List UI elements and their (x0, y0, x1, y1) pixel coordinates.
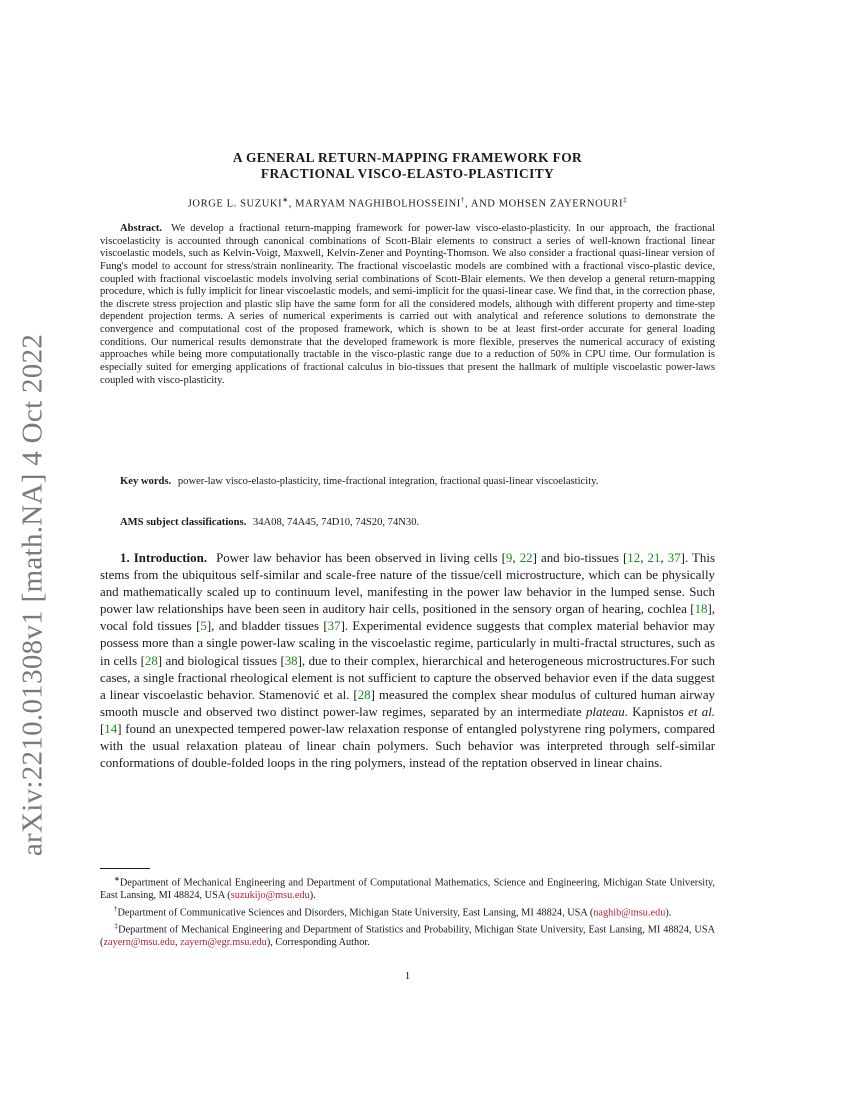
author-separator: , AND (465, 198, 499, 210)
emphasis-text: et al. (688, 704, 715, 719)
footnote-text: Department of Mechanical Engineering and Department of Computational Mathematics, Science and Engineering, Michigan State University, East Lansing, MI 48824, USA ( (100, 877, 715, 902)
intro-text: . Kapnistos (624, 704, 689, 719)
citation-link[interactable]: 28 (357, 687, 371, 702)
footnote-3 (100, 920, 715, 950)
citation-link[interactable]: 22 (519, 551, 533, 565)
citation-link[interactable]: 5 (200, 619, 207, 634)
footnote-text: , (174, 936, 181, 948)
intro-text: ]. This stems from the ubiquitous self-similar and scale-free nature of the tissue/cell microstructure, which can be physically and mathematically scaled up to continuum level, manifesting in the power law behavior in the lumped sense. Such power law relationships have been seen in auditory hair cells, positioned in the sensory organ of hearing, cochlea [ (100, 551, 715, 617)
footnote-1 (100, 873, 715, 903)
citation-link[interactable]: 9 (505, 551, 513, 565)
author-2-mark: † (460, 196, 466, 204)
footnote-text: Department of Communicative Sciences and Disorders, Michigan State University, East Lansing, MI 48824, USA ( (117, 907, 594, 919)
footnote-text: ). (309, 890, 316, 902)
author-separator: , (288, 198, 296, 210)
author-2: MARYAM NAGHIBOLHOSSEINI (295, 198, 461, 210)
emphasis-text: plateau (585, 704, 625, 719)
page-number: 1 (404, 970, 411, 982)
author-3-mark: ‡ (623, 196, 628, 204)
ams-text: 34A08, 74A45, 74D10, 74S20, 74N30. (252, 517, 420, 528)
footnote-divider (100, 868, 150, 869)
citation-link[interactable]: 38 (284, 653, 298, 668)
footnote-mark: ‡ (114, 921, 119, 930)
footnote-text: Department of Mechanical Engineering and Department of Statistics and Probability, Michigan State University, East Lansing, MI 48824, USA ( (100, 924, 715, 948)
title-line-2: FRACTIONAL VISCO-ELASTO-PLASTICITY (260, 166, 555, 181)
arxiv-identifier-stamp: arXiv:2210.01308v1 [math.NA] 4 Oct 2022 (16, 333, 49, 857)
intro-text: ] and biological tissues [ (157, 653, 285, 668)
keywords-label: Key words. (120, 476, 172, 487)
abstract (100, 223, 715, 387)
paper-title (100, 150, 715, 182)
footnote-2 (100, 903, 715, 920)
intro-text: ] and bio-tissues [ (532, 551, 628, 565)
author-1: JORGE L. SUZUKI (187, 198, 283, 210)
ams-classifications (120, 517, 419, 528)
footnote-mark: † (114, 904, 118, 913)
footnote-text: ). (665, 907, 672, 919)
intro-text: ] found an unexpected tempered power-law relaxation response of entangled polystyrene ring polymers, compared with the usual relaxation plateau of linear chain polymers. Such behavior was interpreted through self-similar conformations of double-folded loops in the ring polymers, instead of the reptation observed in linear chains. (100, 721, 715, 771)
citation-link[interactable]: 21 (647, 551, 661, 565)
abstract-label: Abstract. (120, 223, 163, 234)
footnotes (100, 873, 715, 949)
title-line-1: A GENERAL RETURN-MAPPING FRAMEWORK FOR (232, 150, 583, 165)
intro-text: ], vocal fold tissues [ (100, 602, 715, 634)
citation-link[interactable]: 37 (667, 551, 681, 565)
section-heading: 1. Introduction. (120, 551, 207, 565)
intro-text: , (640, 551, 648, 565)
abstract-text: We develop a fractional return-mapping framework for power-law visco-elasto-plasticity. In our approach, the fractional viscoelasticity is accounted through canonical combinations of Scott-Blair elements to construct a series of well-known fractional linear viscoelastic models, such as Kelvin-Voigt, Maxwell, Kelvin-Zener and Poynting-Thomson. We also consider a fractional quasi-linear version of Fung's model to account for stress/strain nonlinearity. The fractional viscoelastic models are combined with a fractional visco-plastic device, coupled with fractional viscoelastic models involving serial combinations of Scott-Blair elements. We then develop a general return-mapping procedure, which is fully implicit for linear viscoelastic models, and semi-implicit for the quasi-linear case. We find that, in the correction phase, the discrete stress projection and plastic slip have the same form for all the considered models, although with different property and time-step dependent projection terms. A series of numerical experiments is carried out with analytical and reference solutions to demonstrate the convergence and computational cost of the proposed framework, which is shown to be at least first-order accurate for general loading conditions. Our numerical results demonstrate that the developed framework is more flexible, preserves the numerical accuracy of existing approaches while being more computationally tractable in the visco-plastic range due to a reduction of 50% in CPU time. Our formulation is especially suited for emerging applications of fractional calculus in bio-tissues that present the hallmark of multiple viscoelastic power-laws coupled with visco-plasticity. (100, 223, 715, 386)
email-link[interactable]: zayern@egr.msu.edu (180, 936, 267, 948)
citation-link[interactable]: 14 (104, 721, 118, 736)
ams-label: AMS subject classifications. (120, 517, 247, 528)
intro-text: ]. Experimental evidence suggests that complex material behavior may possess more than a single power-law scaling in the viscoelastic regime, particularly in multi-fractal structures, such as in cells [ (100, 619, 715, 668)
email-link[interactable]: naghib@msu.edu (593, 907, 666, 919)
author-3: MOHSEN ZAYERNOURI (498, 198, 624, 210)
email-link[interactable]: suzukijo@msu.edu (230, 890, 310, 902)
intro-text: ], and bladder tissues [ (206, 619, 328, 634)
footnote-mark: ∗ (114, 875, 120, 883)
author-1-mark: ∗ (282, 196, 289, 204)
email-link[interactable]: zayern@msu.edu (103, 936, 175, 948)
footnote-text: ), Corresponding Author. (266, 936, 370, 948)
intro-text: [ (100, 721, 105, 736)
citation-link[interactable]: 37 (327, 619, 341, 634)
intro-text: , (660, 551, 668, 565)
intro-text: , (512, 551, 520, 565)
keywords-text: power-law visco-elasto-plasticity, time-fractional integration, fractional quasi-linear viscoelasticity. (177, 476, 599, 487)
intro-text: ] measured the complex shear modulus of cultured human airway smooth muscle and observed two distinct power-law regimes, separated by an intermediate (100, 687, 715, 719)
introduction-section (100, 550, 715, 772)
citation-link[interactable]: 28 (144, 653, 158, 668)
intro-text: ], due to their complex, hierarchical and heterogeneous microstructures.For such cases, a single fractional rheological element is not sufficient to capture the observed behavior even if the data suggest a linear viscoelastic behavior. Stamenović et al. [ (100, 653, 715, 702)
citation-link[interactable]: 18 (694, 602, 708, 617)
author-list (100, 196, 715, 210)
citation-link[interactable]: 12 (627, 551, 641, 565)
keywords (100, 476, 715, 489)
intro-text: Power law behavior has been observed in living cells [ (216, 551, 506, 565)
